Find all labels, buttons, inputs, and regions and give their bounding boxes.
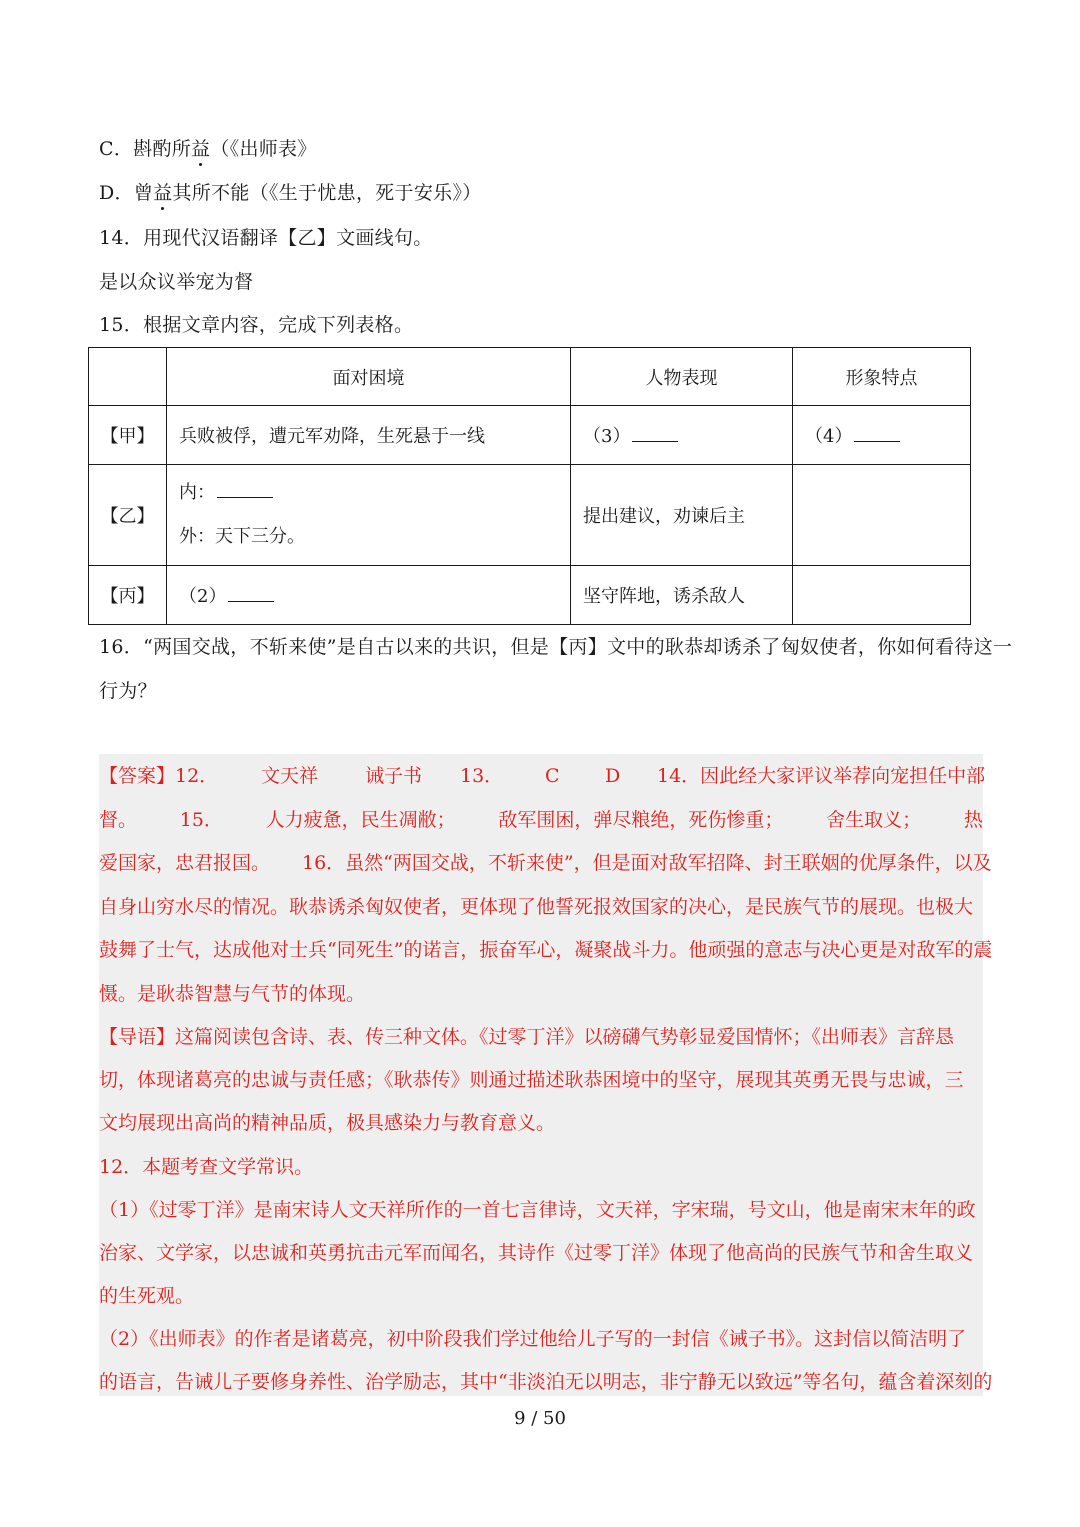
analysis-1-line-1: （1）《过零丁洋》是南宋诗人文天祥所作的一首七言律诗，文天祥，字宋瑞，号文山，他是南宋末年的政 [99, 1199, 976, 1221]
option-c-dotted-char: 益 [191, 138, 211, 160]
answer-line-4: 自身山穷水尽的情况。耿恭诱杀匈奴使者，更体现了他誓死报效国家的决心，是民族气节的展现。也极大 [99, 896, 974, 918]
outer-text: 外：天下三分。 [179, 526, 305, 547]
table-row [89, 465, 971, 566]
analysis-1-line-3: 的生死观。 [99, 1285, 195, 1307]
answer-15-1: 人力疲惫，民生凋敝； [265, 809, 456, 831]
answer-row-3 [99, 851, 992, 875]
q14-prompt: 14．用现代汉语翻译【乙】文画线句。 [99, 227, 433, 249]
answer-13-a: C [545, 765, 560, 787]
answer-line-5: 鼓舞了士气，达成他对士兵“同死生”的诺言，振奋军心，凝聚战斗力。他顽强的意志与决心更是对敌军的震 [99, 939, 993, 961]
option-d-prefix: D．曾 [99, 182, 154, 204]
answer-blank[interactable] [632, 425, 678, 442]
row-label: 【丙】 [89, 566, 167, 625]
behavior-cell: 提出建议，劝谏后主 [571, 465, 793, 566]
option-d [99, 181, 482, 205]
header-behavior: 人物表现 [571, 348, 793, 406]
answer-blank[interactable] [217, 481, 273, 498]
table-row [89, 566, 971, 625]
blank-number-4: （4） [805, 426, 853, 447]
guide-line-1: 【导语】这篇阅读包含诗、表、传三种文体。《过零丁洋》以磅礴气势彰显爱国情怀；《出师表》言辞恳 [99, 1026, 955, 1048]
situation-cell [167, 566, 571, 625]
answer-row-2 [99, 808, 983, 832]
guide-line-2: 切，体现诸葛亮的忠诚与责任感；《耿恭传》则通过描述耿恭困境中的坚守，展现其英勇无畏与忠诚，三 [99, 1069, 964, 1091]
row-label: 【甲】 [89, 406, 167, 465]
option-d-dotted-char: 益 [153, 182, 173, 204]
option-c-suffix: （《出师表》 [210, 138, 317, 160]
q15-prompt: 15．根据文章内容，完成下列表格。 [99, 314, 414, 336]
blank-number-3: （3） [583, 426, 631, 447]
answer-15-3: 舍生取义； [826, 809, 922, 831]
option-c [99, 137, 317, 161]
answer-15-2: 敌军围困，弹尽粮绝，死伤惨重； [498, 809, 784, 831]
answer-12-b: 诫子书 [365, 765, 423, 787]
guide-line-3: 文均展现出高尚的精神品质，极具感染力与教育意义。 [99, 1112, 556, 1134]
answer-16-start: 16．虽然“两国交战，不斩来使”，但是面对敌军招降、封王联姻的优厚条件，以及 [302, 852, 992, 874]
option-d-suffix: 其所不能（《生于忧患，死于安乐》） [172, 182, 482, 204]
q15-table [88, 347, 971, 625]
trait-cell [793, 465, 971, 566]
answer-blank[interactable] [854, 425, 900, 442]
row-label: 【乙】 [89, 465, 167, 566]
answer-15-label: 15． [179, 809, 223, 831]
option-c-prefix: C．斟酌所 [99, 138, 192, 160]
analysis-1-line-2: 治家、文学家，以忠诚和英勇抗击元军而闻名，其诗作《过零丁洋》体现了他高尚的民族气节和舍生取义 [99, 1242, 974, 1264]
answer-13-b: D [605, 765, 621, 787]
answer-15-4-start: 热 [963, 809, 983, 831]
inner-label: 内： [179, 482, 215, 503]
answer-15-4-end: 爱国家，忠君报国。 [99, 852, 271, 874]
trait-cell [793, 406, 971, 465]
table-row [89, 406, 971, 465]
q16-line-1: 16．“两国交战，不斩来使”是自古以来的共识，但是【丙】文中的耿恭却诱杀了匈奴使者，你如何看待这一 [99, 636, 1013, 658]
trait-cell [793, 566, 971, 625]
situation-cell [167, 465, 571, 566]
behavior-cell: 坚守阵地，诱杀敌人 [571, 566, 793, 625]
answer-13-label: 13． [460, 765, 504, 787]
situation-cell: 兵败被俘，遭元军劝降，生死悬于一线 [167, 406, 571, 465]
blank-number-2: （2） [179, 586, 227, 607]
analysis-2-line-2: 的语言，告诫儿子要修身养性、治学励志，其中“非淡泊无以明志，非宁静无以致远”等名句，蕴含着深刻的 [99, 1371, 993, 1393]
answer-14: 14．因此经大家评议举荐向宠担任中部 [657, 765, 986, 787]
answer-label: 【答案】12． [99, 765, 219, 787]
answer-line-6: 慑。是耿恭智慧与气节的体现。 [99, 983, 366, 1005]
answer-12-a: 文天祥 [261, 765, 319, 787]
table-header-row [89, 348, 971, 406]
q12-analysis-title: 12．本题考查文学常识。 [99, 1156, 314, 1178]
q16-line-2: 行为？ [99, 680, 157, 702]
q14-sentence: 是以众议举宠为督 [99, 271, 254, 293]
page-number: 9 / 50 [514, 1408, 566, 1429]
answer-blank[interactable] [228, 585, 274, 602]
header-empty [89, 348, 167, 406]
header-situation: 面对困境 [167, 348, 571, 406]
header-trait: 形象特点 [793, 348, 971, 406]
analysis-2-line-1: （2）《出师表》的作者是诸葛亮，初中阶段我们学过他给儿子写的一封信《诫子书》。这封信以简洁明了 [99, 1328, 967, 1350]
answer-14-end: 督。 [99, 809, 138, 831]
behavior-cell [571, 406, 793, 465]
